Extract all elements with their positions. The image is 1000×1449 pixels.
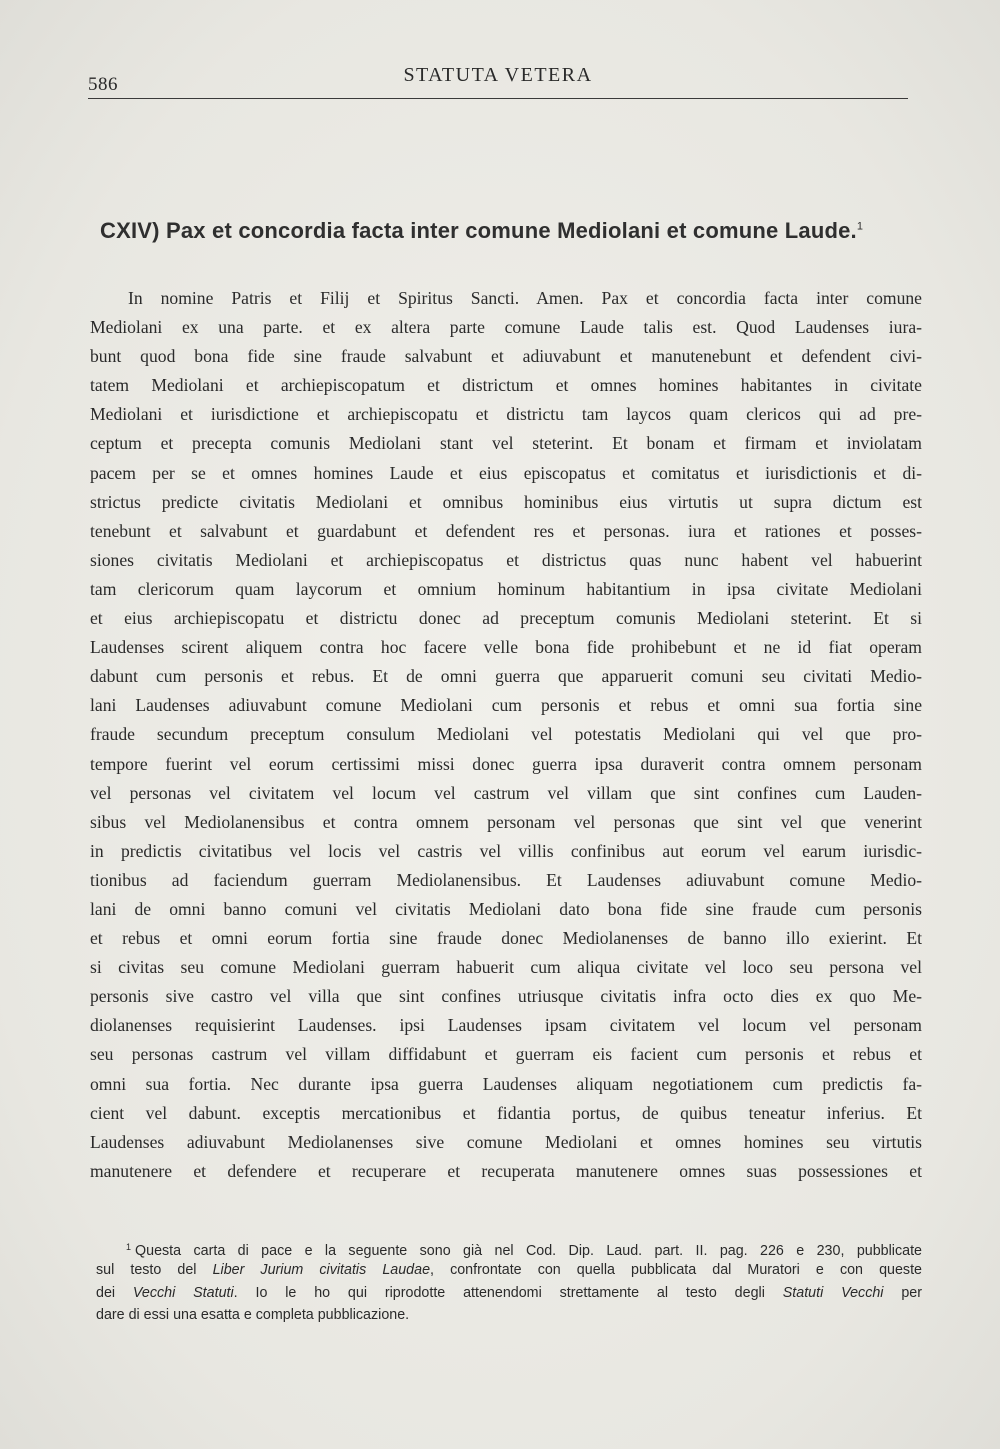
body-text [90, 284, 922, 1186]
body-line: seu personas castrum vel villam diffidabunt et guerram eis facient cum personis et rebus et [90, 1044, 922, 1065]
body-line: sibus vel Mediolanensibus et contra omnem personam vel personas que sint vel que venerint [90, 811, 922, 832]
body-line: tempore fuerint vel eorum certissimi missi donec guerra ipsa duraverit contra omnem personam [90, 753, 922, 774]
header-rule [88, 98, 908, 99]
body-line: pacem per se et omnes homines Laude et eius episcopatus et comitatus et iurisdictionis et di- [90, 462, 922, 483]
body-line: et eius archiepiscopatu et districtu donec ad preceptum comunis Mediolani steterint. Et si [90, 608, 922, 629]
section-heading-text: CXIV) Pax et concordia facta inter comune Mediolani et comune Laude. [100, 218, 857, 243]
body-line: siones civitatis Mediolani et archiepiscopatus et districtus quas nunc habent vel habuerint [90, 549, 922, 570]
footnote-source-title: Vecchi Statuti [132, 1284, 234, 1301]
body-line: In nomine Patris et Filij et Spiritus Sancti. Amen. Pax et concordia facta inter comune [128, 288, 922, 308]
body-line: cient vel dabunt. exceptis mercationibus et fidantia portus, de quibus teneatur inferius. Et [90, 1102, 922, 1123]
footnote-text: . Io le ho qui riprodotte attenendomi strettamente al testo degli [233, 1284, 783, 1301]
section-heading [100, 218, 920, 244]
body-line: vel personas vel civitatem vel locum vel castrum vel villam que sint confines cum Lauden- [90, 782, 922, 803]
running-head [88, 62, 908, 94]
body-line: lani Laudenses adiuvabunt comune Mediolani cum personis et rebus et omni sua fortia sine [90, 695, 922, 716]
body-line: si civitas seu comune Mediolani guerram habuerit cum aliqua civitate vel loco seu persona vel [90, 957, 922, 978]
body-line: fraude secundum preceptum consulum Mediolani vel potestatis Mediolani qui vel que pro- [90, 724, 922, 745]
body-line: personis sive castro vel villa que sint confines utriusque civitatis infra octo dies ex quo Me- [90, 986, 922, 1007]
body-line: in predictis civitatibus vel locis vel castris vel villis confinibus aut eorum vel earum iurisdic- [90, 840, 922, 861]
footnote-text: , confrontate con quella pubblicata dal Muratori e con queste [430, 1261, 922, 1278]
body-line: bunt quod bona fide sine fraude salvabunt et adiuvabunt et manutenebunt et defendent civi- [90, 346, 922, 367]
body-line: diolanenses requisierint Laudenses. ipsi Laudenses ipsam civitatem vel locum vel personam [90, 1015, 922, 1036]
footnote-line: dare di essi una esatta e completa pubblicazione. [96, 1307, 410, 1324]
body-line: Mediolani et iurisdictione et archiepiscopatu et districtu tam laycos quam clericos qui ad pre- [90, 404, 922, 425]
body-line: manutenere et defendere et recuperare et recuperata manutenere omnes suas possessiones et [90, 1160, 922, 1181]
footnote-text: sul testo del [96, 1261, 213, 1278]
body-line: tenebunt et salvabunt et guardabunt et defendent res et personas. iura et rationes et posses- [90, 520, 922, 541]
footnote [96, 1236, 922, 1327]
footnote-text: Questa carta di pace e la seguente sono già nel Cod. Dip. Laud. part. II. pag. 226 e 230, pubblicate [135, 1243, 922, 1259]
body-line: strictus predicte civitatis Mediolani et omnibus hominibus eius virtutis ut supra dictum est [90, 491, 922, 512]
body-line: tam clericorum quam laycorum et omnium hominum habitantium in ipsa civitate Mediolani [90, 578, 922, 599]
body-line: dabunt cum personis et rebus. Et de omni guerra que apparuerit comuni seu civitati Medio- [90, 666, 922, 687]
body-line: lani de omni banno comuni vel civitatis Mediolani dato bona fide sine fraude cum personis [90, 898, 922, 919]
footnote-line [96, 1282, 922, 1305]
running-title: STATUTA VETERA [403, 64, 593, 86]
body-line: tionibus ad faciendum guerram Mediolanensibus. Et Laudenses adiuvabunt comune Medio- [90, 869, 922, 890]
footnote-line [96, 1259, 922, 1282]
footnote-text: per [883, 1284, 922, 1301]
page-number: 586 [88, 74, 118, 95]
body-line: ceptum et precepta comunis Mediolani stant vel steterint. Et bonam et firmam et inviolatam [90, 433, 922, 454]
body-line: omni sua fortia. Nec durante ipsa guerra Laudenses aliquam negotiationem cum predictis fa- [90, 1073, 922, 1094]
body-line: Mediolani ex una parte. et ex altera parte comune Laude talis est. Quod Laudenses iura- [90, 317, 922, 338]
body-line: tatem Mediolani et archiepiscopatum et districtum et omnes homines habitantes in civitate [90, 375, 922, 396]
body-line: Laudenses scirent aliquem contra hoc facere velle bona fide prohibebunt et ne id fiat operam [90, 637, 922, 658]
body-line: et rebus et omni eorum fortia sine fraude donec Mediolanenses de banno illo exierint. Et [90, 928, 922, 949]
footnote-source-title: Statuti Vecchi [782, 1284, 884, 1301]
footnote-line [96, 1236, 922, 1259]
body-line: Laudenses adiuvabunt Mediolanenses sive comune Mediolani et omnes homines seu virtutis [90, 1131, 922, 1152]
footnote-marker: 1 [126, 1242, 132, 1252]
footnote-source-title: Liber Jurium civitatis Laudae [212, 1261, 431, 1278]
footnote-text: dei [96, 1284, 133, 1301]
heading-footnote-marker: 1 [856, 220, 864, 233]
